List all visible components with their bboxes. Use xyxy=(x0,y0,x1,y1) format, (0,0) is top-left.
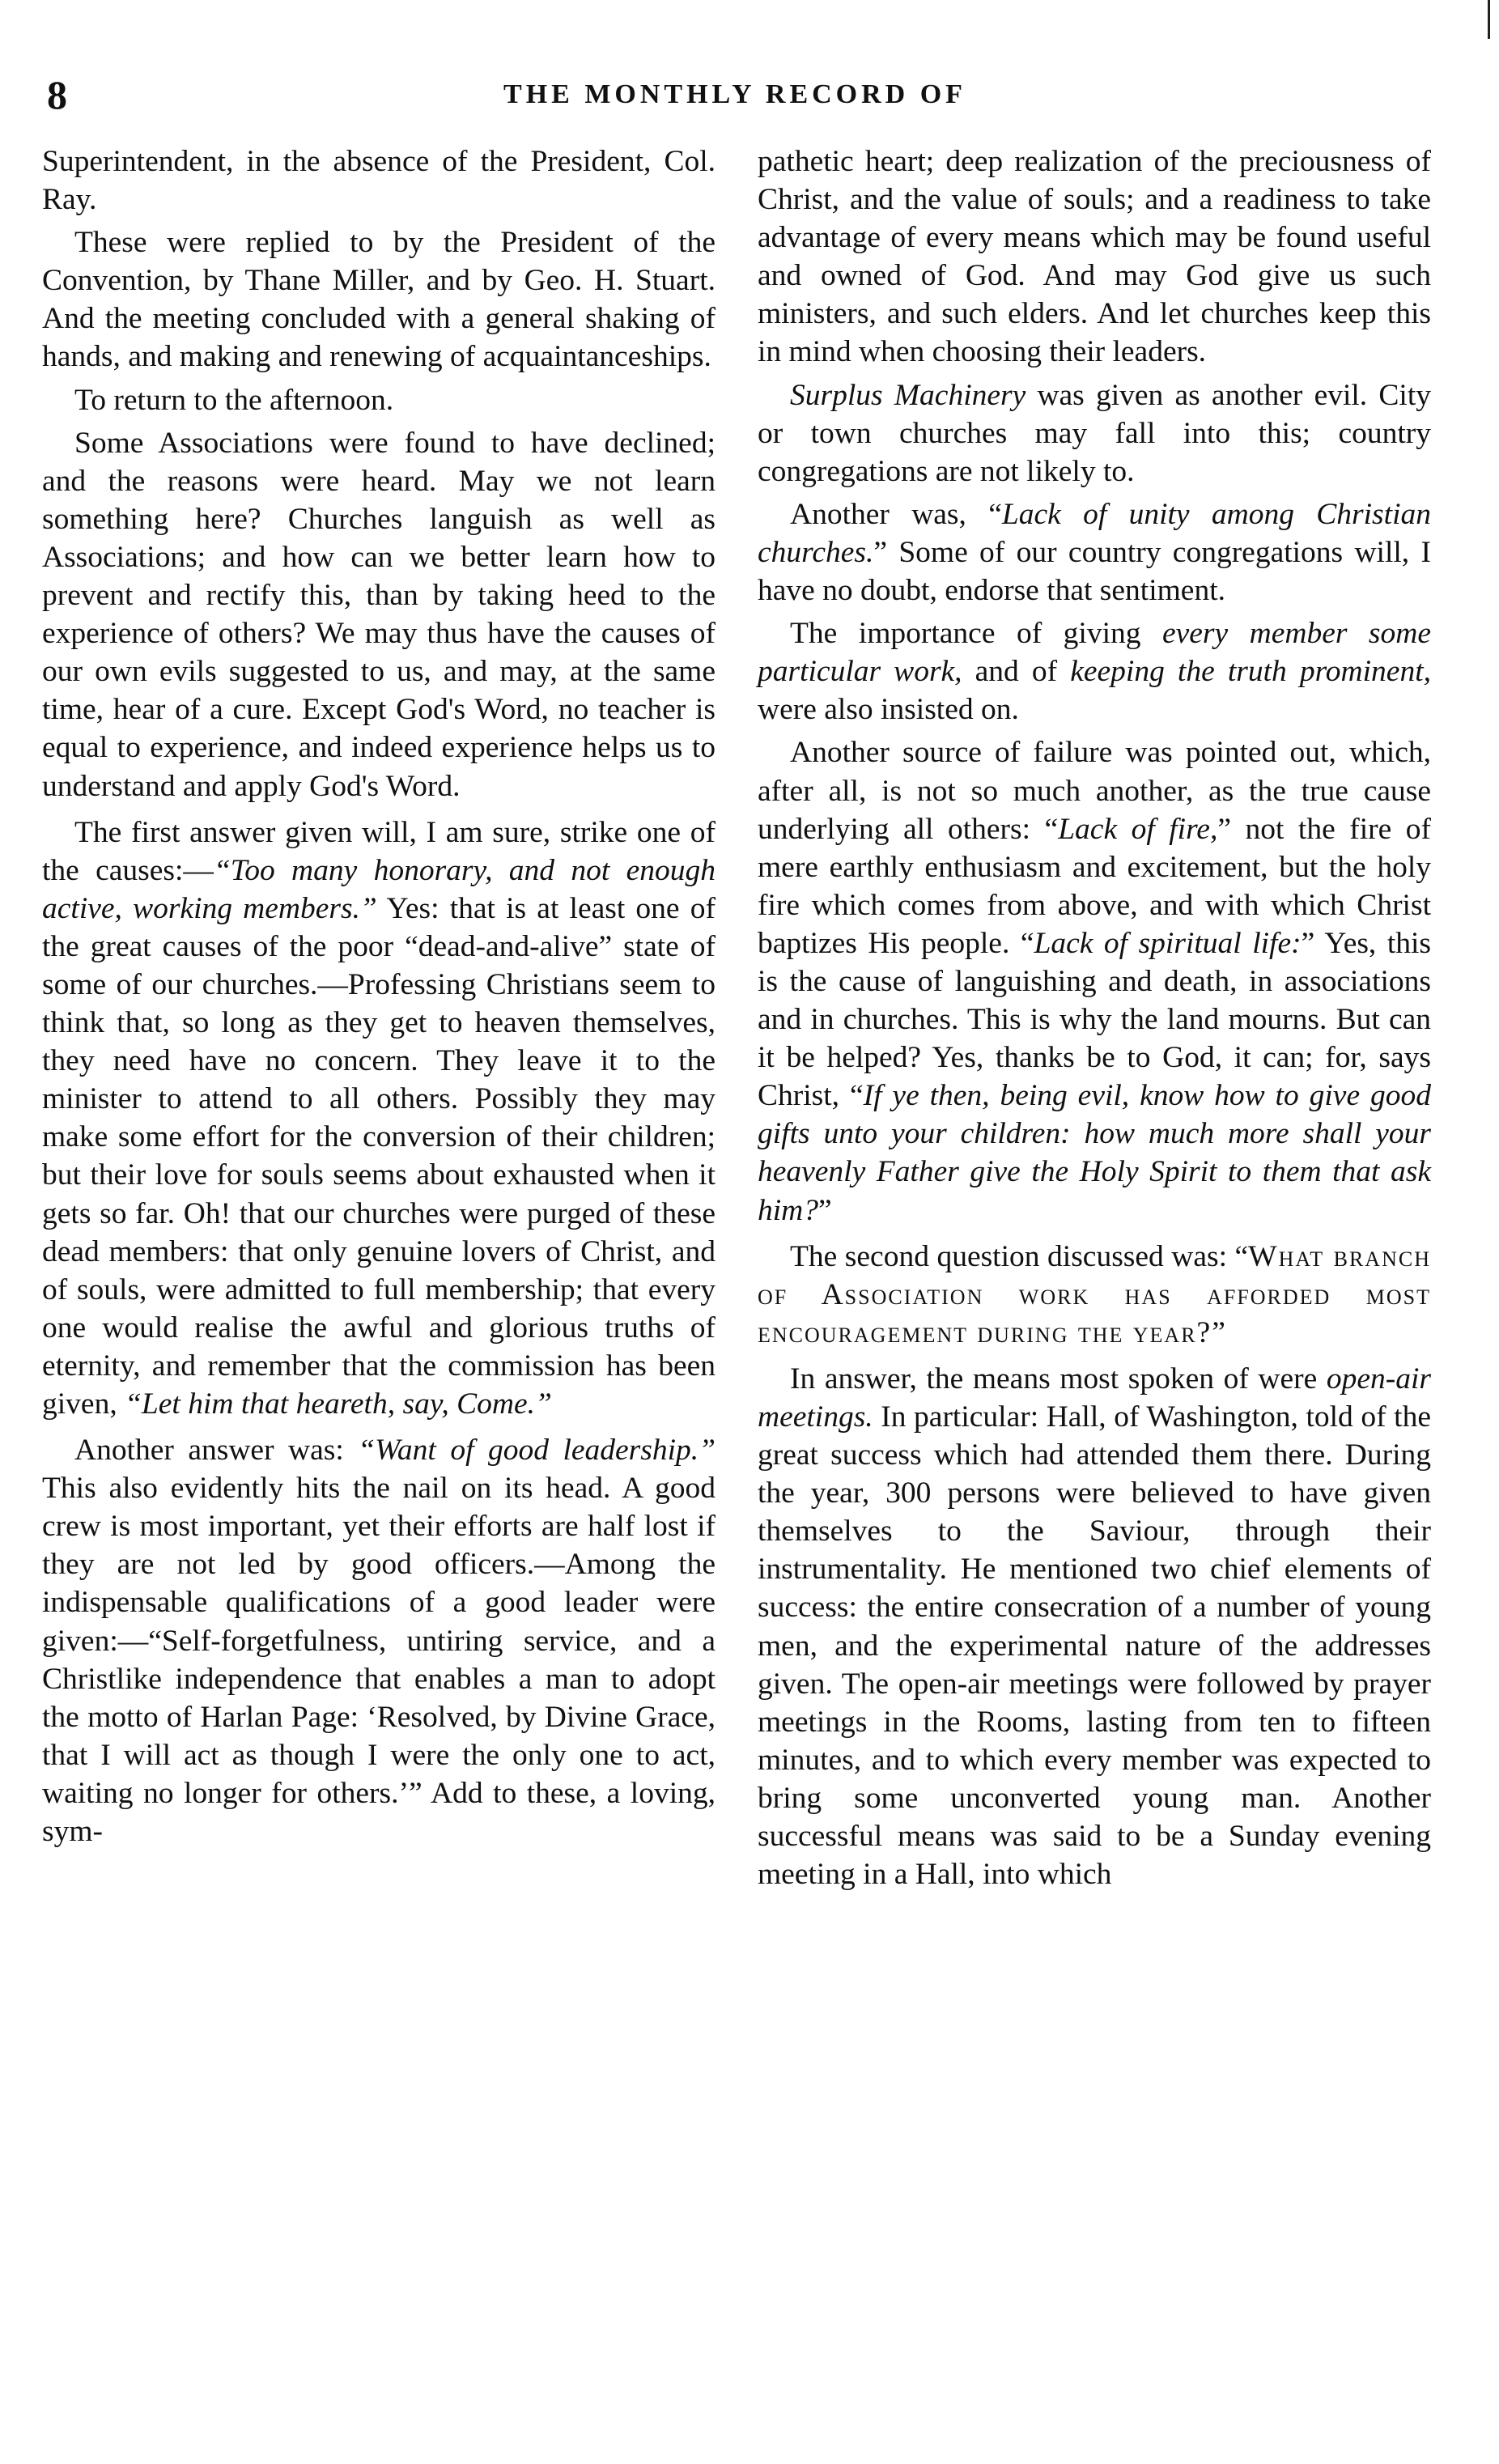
paragraph xyxy=(758,733,1431,1229)
italic-phrase: Surplus Machinery xyxy=(790,378,1026,412)
italic-phrase: open-air meetings. xyxy=(758,1362,1431,1434)
paragraph-text: ” Some of our country congregations will, I have no doubt, endorse that sentiment. xyxy=(758,535,1431,608)
italic-phrase: keeping the truth prominent, xyxy=(1070,655,1431,689)
paragraph xyxy=(758,1360,1431,1893)
paragraph xyxy=(758,495,1431,610)
paragraph xyxy=(42,1431,716,1850)
paragraph-text: Yes: that is at least one of the great causes of the poor “dead-and-alive” state of some of our churches.—Professing Christians seem to think that, so long as they get to heaven themselves, they need have no concern. They leave it to the minister to attend to all others. Possibly they may make some effort for the conversion of their children; but their love for souls seems about exhausted when it gets so far. Oh! that our churches were purged of these dead members: that only genuine lovers of Christ, and of souls, were admitted to full membership; that every one would realise the awful and glorious truths of eternity, and remember that the commission has been given, xyxy=(42,891,716,1421)
quoted-scripture: “Let him that heareth, say, Come.” xyxy=(125,1387,552,1421)
paragraph xyxy=(758,614,1431,729)
paragraph: Superintendent, in the absence of the President, Col. Ray. xyxy=(42,145,716,217)
paragraph-text: The first answer given will, I am sure, strike one of the causes:— xyxy=(42,815,716,887)
italic-phrase: Lack of fire, xyxy=(1058,812,1218,846)
margin-rule xyxy=(1488,0,1490,39)
paragraph: To return to the afternoon. xyxy=(74,383,394,417)
paragraph-text: Another answer was: xyxy=(74,1434,359,1468)
paragraph-text: This also evidently hits the nail on its head. A good crew is most important, yet their efforts are half lost if they are not led by good officers.—Among the indispensable qualifications of a good leader were given:—“Self-forgetfulness, untiring service, and a Christlike independence that enables a man to adopt the motto of Harlan Page: ‘Resolved, by Divine Grace, that I will act as though I were the only one to act, waiting no longer for others.’” Add to these, a loving, sym- xyxy=(42,1472,716,1849)
paragraph-text: In answer, the means most spoken of were xyxy=(790,1362,1327,1396)
italic-phrase: Lack of spiritual life: xyxy=(1034,926,1302,960)
italic-phrase: every member some particular work, xyxy=(758,617,1431,689)
quoted-scripture: If ye then, being evil, know how to give good gifts unto your children: how much more shall your heavenly Father give the Holy Spirit to them that ask him? xyxy=(758,1079,1431,1227)
question-heading: What branch of Association work has afforded most encouragement during the year? xyxy=(758,1239,1431,1349)
paragraph xyxy=(758,376,1431,491)
paragraph-text: ” Yes, this is the cause of languishing and death, in associations and in churches. This is why the land mourns. But can it be helped? Yes, thanks be to God, it can; for, says Christ, “ xyxy=(758,926,1431,1113)
paragraph-text: ” xyxy=(818,1193,832,1227)
paragraph-text: ” xyxy=(1212,1315,1225,1349)
italic-phrase: Lack of unity among Christian churches. xyxy=(758,497,1431,569)
quoted-answer: “Too many honorary, and not enough active, working members.” xyxy=(42,853,716,925)
paragraph-text: The importance of giving xyxy=(790,617,1162,651)
paragraph-text: and of xyxy=(962,655,1071,689)
running-head: THE MONTHLY RECORD OF xyxy=(503,79,966,109)
paragraph-text: Another source of failure was pointed out, which, after all, is not so much another, as the true cause underlying all others: “ xyxy=(758,736,1431,846)
page-number: 8 xyxy=(47,72,67,117)
paragraph-text: were also insisted on. xyxy=(758,693,1019,727)
right-column xyxy=(758,142,1431,1898)
paragraph-text: was given as another evil. City or town churches may fall into this; country congregations are not likely to. xyxy=(758,378,1431,488)
paragraph xyxy=(42,814,716,1424)
left-column xyxy=(42,142,716,1855)
paragraph-text: The second question discussed was: “ xyxy=(790,1239,1249,1273)
paragraph: pathetic heart; deep realization of the preciousness of Christ, and the value of souls; and a readiness to take advantage of every means which may be found useful and owned of God. And may God give us such ministers, and such elders. And let churches keep this in mind when choosing their leaders. xyxy=(758,145,1431,369)
paragraph: These were replied to by the President of the Convention, by Thane Miller, and by Geo. H. Stuart. And the meeting concluded with a general shaking of hands, and making and renewing of acquaintanceships. xyxy=(42,226,716,374)
paragraph: Some Associations were found to have declined; and the reasons were heard. May we not learn something here? Churches languish as well as Associations; and how can we better learn how to prevent and rectify this, than by taking heed to the experience of others? We may thus have the causes of our own evils suggested to us, and may, at the same time, hear of a cure. Except God's Word, no teacher is equal to experience, and indeed experience helps us to understand and apply God's Word. xyxy=(42,426,716,803)
paragraph-text: In particular: Hall, of Washington, told of the great success which had attended them there. During the year, 300 persons were believed to have given themselves to the Saviour, through their instrumentality. He mentioned two chief elements of success: the entire consecration of a number of young men, and the experimental nature of the addresses given. The open-air meetings were followed by prayer meetings in the Rooms, lasting from ten to fifteen minutes, and to which every member was expected to bring some unconverted young man. Another successful means was said to be a Sunday evening meeting in a Hall, into which xyxy=(758,1400,1431,1892)
paragraph xyxy=(758,1238,1431,1352)
page-header xyxy=(47,71,1423,120)
paragraph-text: Another was, “ xyxy=(790,497,1002,531)
quoted-answer: “Want of good leadership.” xyxy=(358,1434,716,1468)
paragraph-text: ” not the fire of mere earthly enthusiasm and excitement, but the holy fire which comes from above, and with which Christ baptizes His people. “ xyxy=(758,812,1432,960)
